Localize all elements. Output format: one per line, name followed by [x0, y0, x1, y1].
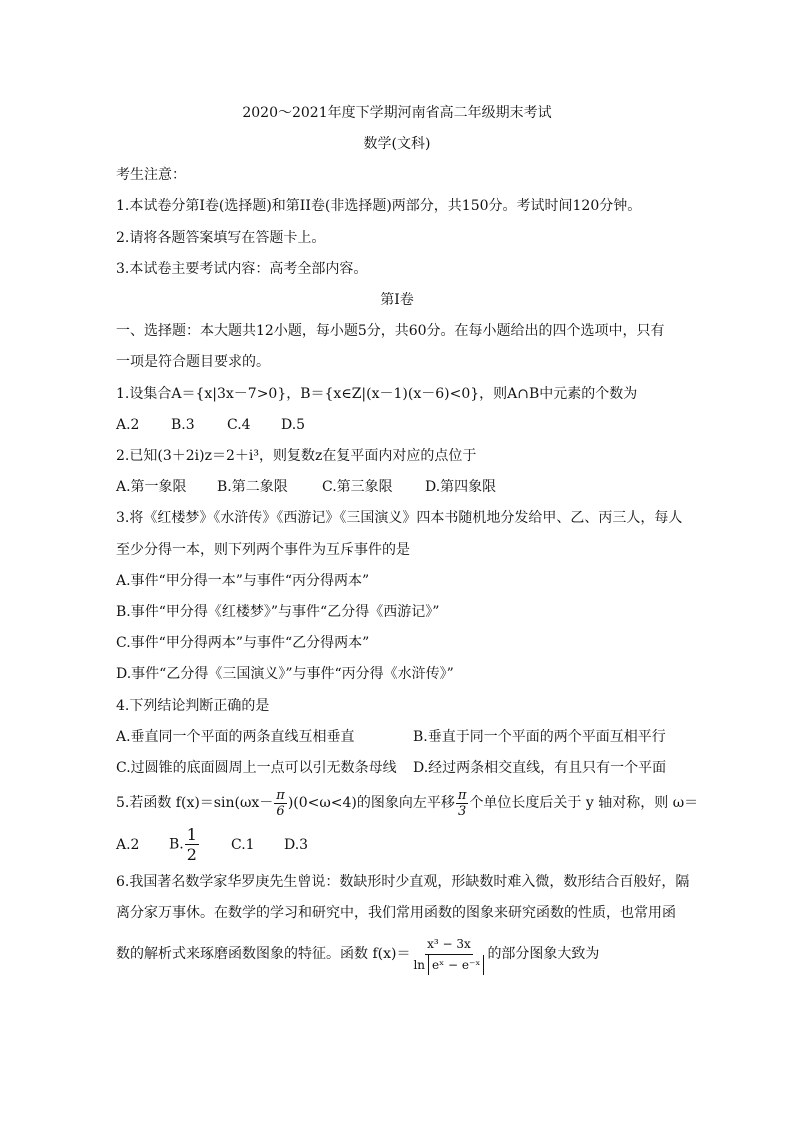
question-4-stem: 4.下列结论判断正确的是	[116, 698, 270, 714]
q3-option-b: B.事件“甲分得《红楼梦》”与事件“乙分得《西游记》”	[116, 604, 440, 620]
q4-option-d: D.经过两条相交直线，有且只有一个平面	[413, 760, 667, 776]
q5-text-part2: )(0<ω<4)的图象向左平移	[287, 795, 455, 811]
q5-text-part1: 5.若函数 f(x)＝sin(ωx－	[116, 795, 274, 811]
question-2-stem: 2.已知(3＋2i)z＝2＋i³，则复数z在复平面内对应的点位于	[116, 448, 477, 464]
q2-option-b: B.第二象限	[217, 479, 288, 495]
q5-option-a: A.2	[116, 836, 140, 853]
q5-option-c: C.1	[231, 836, 255, 853]
volume-heading: 第I卷	[380, 292, 414, 308]
question-4-options-row2	[116, 758, 666, 778]
question-1-stem: 1.设集合A＝{x|3x－7>0}，B＝{x∈Z|(x－1)(x－6)<0}，则A∩B中元素的个数为	[116, 386, 638, 402]
q3-option-c: C.事件“甲分得两本”与事件“乙分得两本”	[116, 635, 370, 651]
q5-frac1-denominator: 6	[276, 803, 285, 819]
question-4-options-row1	[116, 727, 666, 747]
q2-option-c: C.第三象限	[322, 479, 393, 495]
exam-subtitle: 数学(文科)	[363, 136, 431, 152]
notice-item-1: 1.本试卷分第I卷(选择题)和第II卷(非选择题)两部分，共150分。考试时间120分钟。	[116, 198, 642, 214]
q2-option-a: A.第一象限	[116, 479, 187, 495]
notice-heading: 考生注意：	[116, 167, 186, 183]
q1-option-c: C.4	[227, 417, 251, 433]
q1-option-a: A.2	[116, 417, 140, 433]
q6-line3-text-post: 的部分图象大致为	[487, 946, 600, 962]
notice-item-3: 3.本试卷主要考试内容：高考全部内容。	[116, 261, 368, 277]
q5-optb-denominator: 2	[186, 845, 197, 864]
q1-option-b: B.3	[171, 417, 195, 433]
q5-frac2-numerator: π	[457, 787, 467, 803]
q6-line3-text-pre: 数的解析式来琢磨函数图象的特征。函数 f(x)＝	[116, 946, 411, 962]
question-5-options	[116, 825, 308, 864]
q2-option-d: D.第四象限	[425, 479, 497, 495]
question-2-options	[116, 477, 496, 497]
section-instructions-line1: 一、选择题：本大题共12小题，每小题5分，共60分。在每小题给出的四个选项中，只有	[116, 323, 665, 339]
notice-item-2: 2.请将各题答案填写在答题卡上。	[116, 230, 326, 246]
question-6-line3	[116, 932, 599, 976]
q6-fraction-denominator	[411, 955, 486, 975]
question-5-stem	[116, 786, 698, 820]
q5-option-d: D.3	[284, 836, 309, 853]
q1-option-d: D.5	[281, 417, 306, 433]
q5-option-b-fraction	[185, 825, 199, 864]
question-6-line1: 6.我国著名数学家华罗庚先生曾说：数缺形时少直观，形缺数时难入微，数形结合百般好，隔	[116, 874, 690, 890]
q5-frac1-numerator: π	[276, 787, 285, 803]
q5-fraction-pi-over-3	[456, 788, 469, 819]
q6-fraction-numerator: x³ − 3x	[425, 934, 473, 955]
exam-title: 2020～2021年度下学期河南省高二年级期末考试	[242, 105, 552, 121]
question-3-stem-line2: 至少分得一本，则下列两个事件为互斥事件的是	[116, 542, 410, 558]
q4-option-a: A.垂直同一个平面的两条直线互相垂直	[116, 729, 355, 745]
q3-option-a: A.事件“甲分得一本”与事件“丙分得两本”	[116, 573, 370, 589]
q5-frac2-denominator: 3	[458, 803, 467, 819]
q5-optb-numerator: 1	[186, 825, 197, 844]
question-1-options	[116, 415, 305, 435]
q5-option-b	[169, 825, 231, 864]
q3-option-d: D.事件“乙分得《三国演义》”与事件“丙分得《水浒传》”	[116, 666, 454, 682]
q5-fraction-pi-over-6	[274, 788, 287, 819]
q4-option-b: B.垂直于同一个平面的两个平面互相平行	[413, 729, 666, 745]
question-3-stem-line1: 3.将《红楼梦》《水浒传》《西游记》《三国演义》四本书随机地分发给甲、乙、丙三人，每人	[116, 510, 683, 526]
section-instructions-line2: 一项是符合题目要求的。	[116, 354, 270, 370]
q6-ln: ln	[413, 957, 426, 972]
q6-absolute-value: eˣ − e⁻ˣ	[428, 955, 484, 975]
question-6-line2: 离分家万事休。在数学的学习和研究中，我们常用函数的图象来研究函数的性质，也常用函	[116, 905, 676, 921]
q4-option-c: C.过圆锥的底面圆周上一点可以引无数条母线	[116, 760, 397, 776]
q5-option-b-label: B.	[169, 836, 184, 853]
q6-function-fraction	[411, 934, 486, 975]
q5-text-part3: 个单位长度后关于 y 轴对称，则 ω＝	[469, 795, 699, 811]
